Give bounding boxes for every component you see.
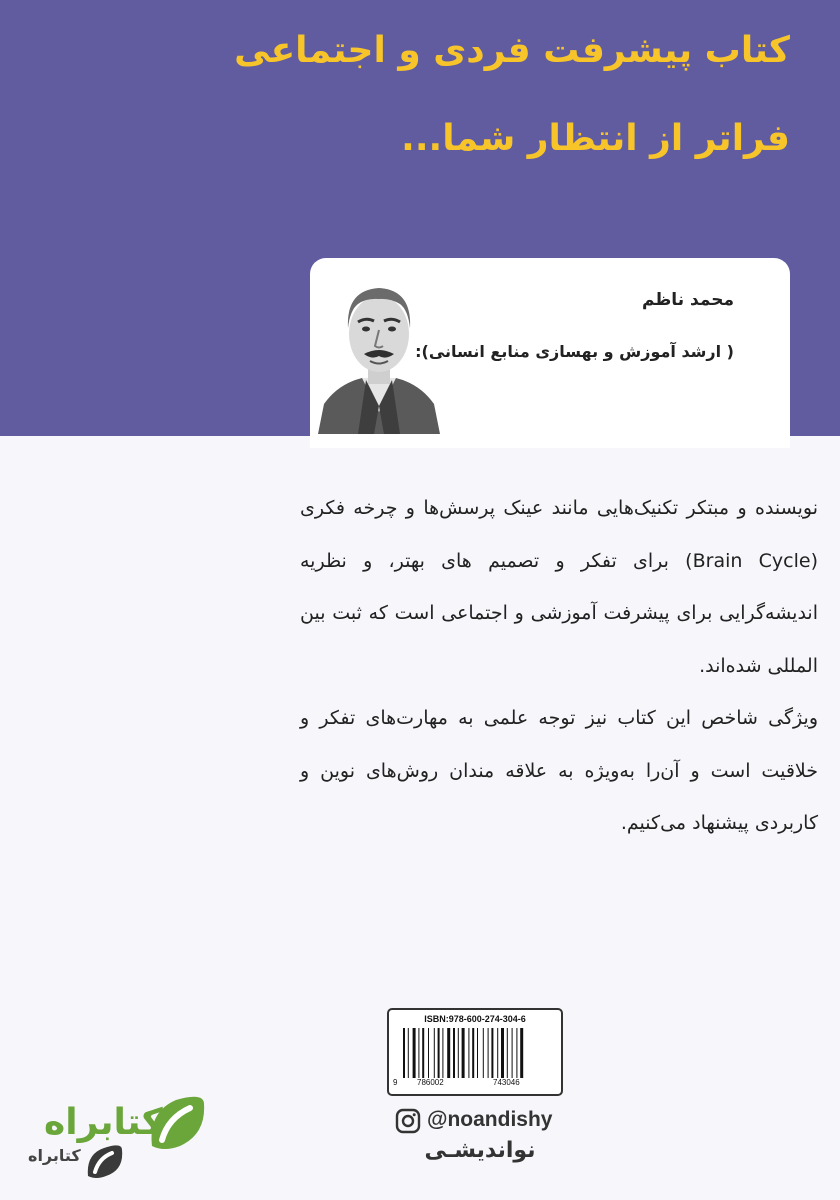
instagram-link[interactable] <box>395 1106 565 1136</box>
author-role: ( ارشد آموزش و بهسازی منابع انسانی): <box>415 342 734 361</box>
cover-title-line-2: فراتر از انتظار شما... <box>401 118 790 159</box>
isbn-label: ISBN:978-600-274-304-6 <box>424 1014 526 1024</box>
ketabrah-small-leaf-icon <box>84 1144 126 1180</box>
barcode-digits-right: 743046 <box>493 1078 520 1087</box>
barcode-digit-prefix: 9 <box>393 1078 398 1087</box>
barcode-digits-left: 786002 <box>417 1078 444 1087</box>
cover-title-line-1: کتاب پیشرفت فردی و اجتماعی <box>234 30 790 71</box>
description-paragraph-1: نویسنده و مبتکر تکنیک‌هایی مانند عینک پرسش‌ها و چرخه فکری (Brain Cycle) برای تفکر و تصمیم های بهتر، و نظریه اندیشه‌گرایی برای پیشرفت آموزشی و اجتماعی است که ثبت بین المللی شده‌اند. <box>300 497 818 677</box>
publisher-name: نواندیشـی <box>424 1138 536 1163</box>
instagram-handle[interactable]: @noandishy <box>427 1108 553 1131</box>
barcode-bars-icon <box>401 1028 551 1078</box>
ketabrah-watermark <box>28 1088 218 1188</box>
book-description <box>300 482 818 850</box>
instagram-icon <box>395 1108 421 1134</box>
watermark-sub-text: کتابراه <box>28 1146 81 1165</box>
watermark-main-text: کتابراه <box>44 1102 163 1143</box>
description-paragraph-2: ویژگی شاخص این کتاب نیز توجه علمی به مهارت‌های تفکر و خلاقیت است و آن‌را به‌ویژه به علاقه مندان روش‌های نوین و کاربردی پیشنهاد می‌کنیم. <box>300 707 818 834</box>
isbn-barcode <box>387 1008 563 1096</box>
author-card <box>310 258 790 448</box>
author-name: محمد ناظم <box>641 290 734 310</box>
